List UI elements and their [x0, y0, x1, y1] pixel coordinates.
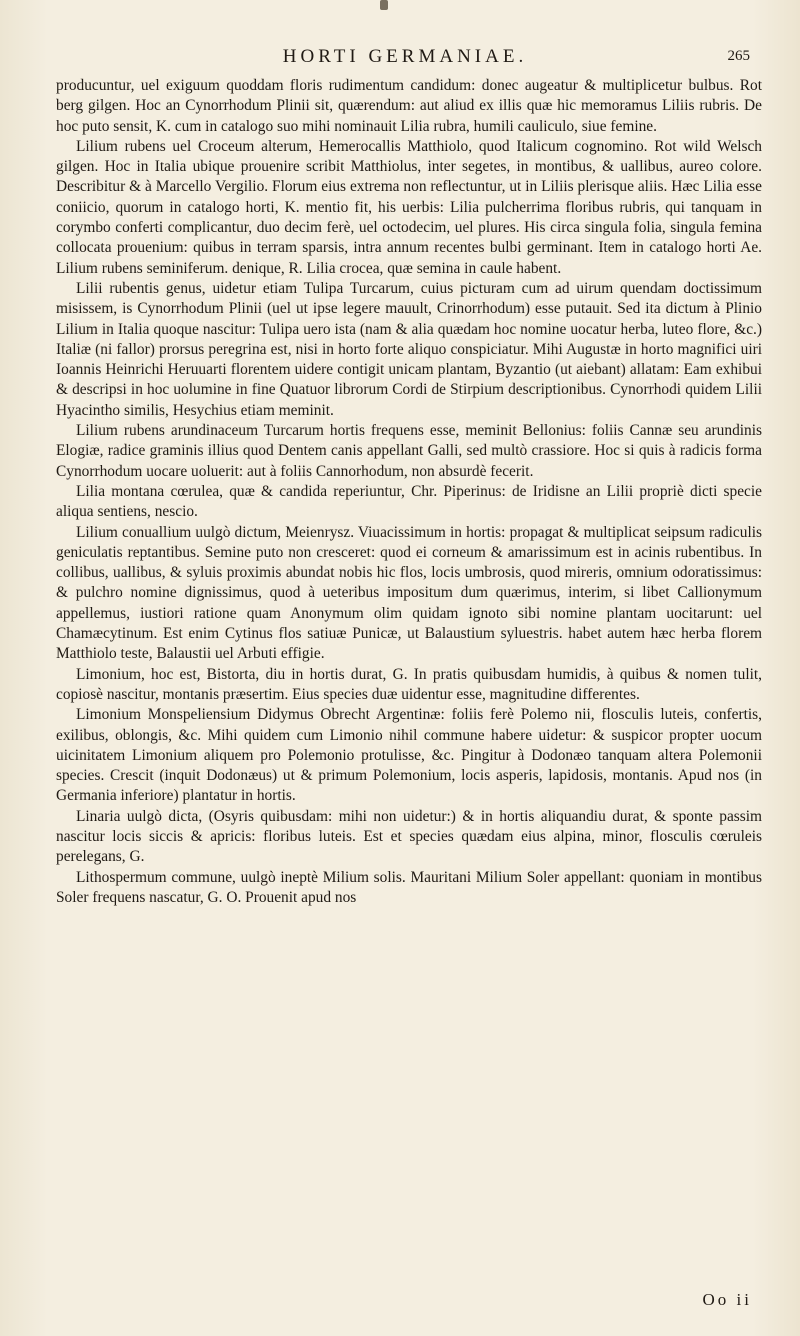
ink-mark	[380, 0, 388, 10]
paragraph: Lithospermum commune, uulgò ineptè Milium solis. Mauritani Milium Soler appellant: quoniam in montibus Soler frequens nascatur, G. O. Prouenit apud nos	[56, 868, 762, 906]
signature-mark: Oo ii	[702, 1290, 752, 1309]
paragraph: Limonium Monspeliensium Didymus Obrecht Argentinæ: foliis ferè Polemo nii, flosculis luteis, confertis, exilibus, oblongis, &c. Mihi quidem cum Limonio nihil commune habere uidetur: & suspicor propter uocum uicinitatem Limonium aliquem pro Polemonio protulisse, &c. Pingitur à Dodonæo tanquam altera Polemonii species. Crescit (inquit Dodonæus) ut & primum Polemonium, locis asperis, lapidosis, montanis. Apud nos (in Germania inferiore) plantatur in hortis.	[56, 706, 762, 805]
page-header	[60, 44, 750, 74]
paragraph: Lilium rubens arundinaceum Turcarum hortis frequens esse, meminit Bellonius: foliis Cannæ seu arundinis Elogiæ, radice graminis illius quod Dentem canis appellant Galli, sed multò crassiore. Hoc si quis à radicis forma Cynorrhodum uocare uoluerit: aut à foliis Cannorhodum, non absurdè fecerit.	[56, 422, 762, 480]
page-number: 265	[727, 48, 750, 64]
paragraph: Limonium, hoc est, Bistorta, diu in hortis durat, G. In pratis quibusdam humidis, à quibus & nomen tulit, copiosè nascitur, montanis præsertim. Eius species duæ uidentur esse, magnitudine differentes.	[56, 665, 762, 703]
paragraph: Lilium conuallium uulgò dictum, Meienrysz. Viuacissimum in hortis: propagat & multiplicat seipsum radiculis geniculatis reptantibus. Semine puto non cresceret: quod ei corneum & amarissimum est in acinis rubentibus. In collibus, uallibus, & syluis proximis abundat nobis hic flos, locis umbrosis, quod mireris, omnium odoratissimus: & pulchro nomine dignissimus, quod à ueteribus impositum dum quærimus, interim, si libet Callionymum appellemus, iustiori ratione quam Anonymum olim quidam ignoto sibi nomine plantam uocitarunt: uel Chamæcytinum. Est enim Cytinus flos satiuæ Punicæ, ut Balaustium syluestris. habet autem hæc herba florem Matthiolo teste, Balaustii uel Arbuti effigie.	[56, 523, 762, 663]
paragraph: Lilium rubens uel Croceum alterum, Hemerocallis Matthiolo, quod Italicum cognomino. Rot wild Welsch gilgen. Hoc in Italia ubique prouenire scribit Matthiolus, inter segetes, in montibus, & uallibus, aureo colore. Describitur & à Marcello Vergilio. Florum eius extrema non reflectuntur, ut in Liliis plerisque aliis. Hæc Lilia esse coniicio, quorum in catalogo horti, K. mentio fit, his uerbis: Lilia pulcherrima floribus rubris, qui tanquam in corymbo conferti complicantur, duo decim ferè, uel octodecim, uel plures. His circa singula folia, singula femina collocata prouenium: quibus in terram sparsis, intra annum recentes bulbi germinant. Item in catalogo horti Ae. Lilium rubens seminiferum. denique, R. Lilia crocea, quæ semina in caule habent.	[56, 137, 762, 277]
page-footer	[56, 1290, 762, 1330]
paragraph: Lilii rubentis genus, uidetur etiam Tulipa Turcarum, cuius picturam cum ad uirum quendam doctissimum misissem, is Cynorrhodum Plinii (uel ut ipse legere mauult, Crinorrhodum) esse putauit. Sed ita dictum à Plinio Lilium in Italia quoque nascitur: Tulipa uero ista (nam & alia quædam hoc nomine uocatur herba, luteo flore, &c.) Italiæ (ni fallor) prorsus peregrina est, nisi in horto forte aliquo conspiciatur. Mihi Augustæ in horto magnifici uiri Ioannis Heinrichi Heruuarti florentem uidere contigit unicam plantam, Byzantio (ut aiebant) allatam: Eam exhibui & descripsi in hoc uolumine in fine Quatuor librorum Cordi de Stirpium descriptionibus. Cynorrhodi quidem Lilii Hyacintho similis, Hesychius etiam meminit.	[56, 279, 762, 419]
paragraph: Linaria uulgò dicta, (Osyris quibusdam: mihi non uidetur:) & in hortis aliquandiu durat, & sponte passim nascitur locis siccis & apricis: floribus luteis. Est et species quædam eius alpina, minor, flosculis cœruleis perelegans, G.	[56, 807, 762, 866]
main-text	[56, 76, 762, 908]
paragraph: producuntur, uel exiguum quoddam floris rudimentum candidum: donec augeatur & multiplicetur bulbus. Rot berg gilgen. Hoc an Cynorrhodum Plinii sit, quærendum: aut aliud ex illis quæ hic memoramus Liliis rubris. De hoc puto sensit, K. cum in catalogo suo mihi nominauit Lilia rubra, humili cauliculo, siue femine.	[56, 77, 762, 135]
running-head: HORTI GERMANIAE.	[282, 46, 528, 67]
paragraph: Lilia montana cœrulea, quæ & candida reperiuntur, Chr. Piperinus: de Iridisne an Lilii propriè dicti specie aliqua sentiens, nescio.	[56, 482, 762, 521]
